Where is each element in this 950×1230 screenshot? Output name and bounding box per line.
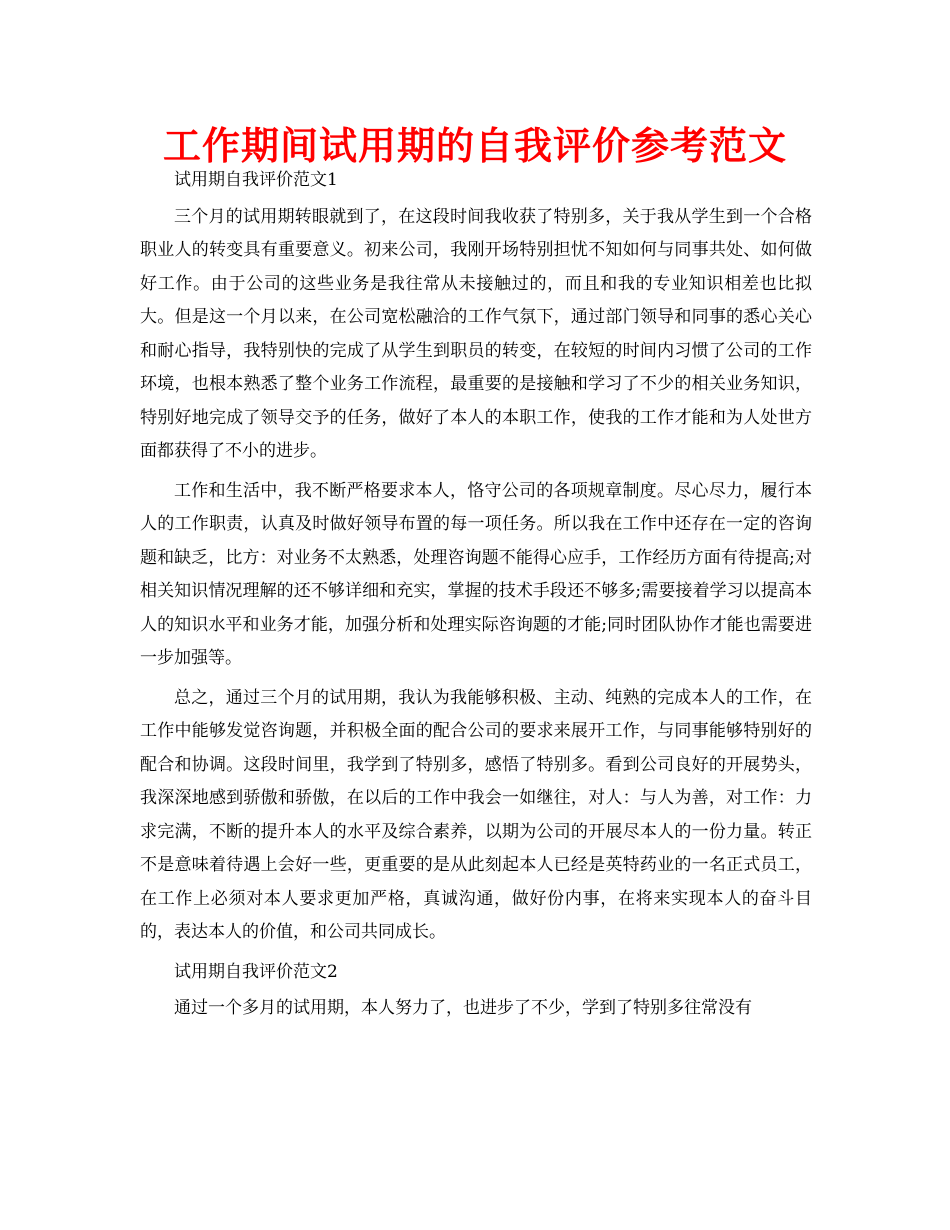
paragraph: 工作和生活中，我不断严格要求本人，恪守公司的各项规章制度。尽心尽力，履行本人的工作职责，认真及时做好领导布置的每一项任务。所以我在工作中还存在一定的咨询题和缺乏，比方：对业务不太熟悉，处理咨询题不能得心应手，工作经历方面有待提高;对相关知识情况理解的还不够详细和充实，掌握的技术手段还不够多;需要接着学习以提高本人的知识水平和业务才能，加强分析和处理实际咨询题的才能;同时团队协作才能也需要进一步加强等。 xyxy=(140,480,812,668)
document-title: 工作期间试用期的自我评价参考范文 xyxy=(162,124,787,168)
paragraph: 通过一个多月的试用期，本人努力了，也进步了不少，学到了特别多往常没有 xyxy=(174,998,752,1018)
paragraph: 三个月的试用期转眼就到了，在这段时间我收获了特别多，关于我从学生到一个合格职业人的转变具有重要意义。初来公司，我刚开场特别担忧不知如何与同事共处、如何做好工作。由于公司的这些业务是我往常从未接触过的，而且和我的专业知识相差也比拟大。但是这一个月以来，在公司宽松融洽的工作气氛下，通过部门领导和同事的悉心关心和耐心指导，我特别快的完成了从学生到职员的转变，在较短的时间内习惯了公司的工作环境，也根本熟悉了整个业务工作流程，最重要的是接触和学习了不少的相关业务知识，特别好地完成了领导交予的任务，做好了本人的本职工作，使我的工作才能和为人处世方面都获得了不小的进步。 xyxy=(140,206,812,461)
paragraph: 总之，通过三个月的试用期，我认为我能够积极、主动、纯熟的完成本人的工作，在工作中能够发觉咨询题，并积极全面的配合公司的要求来展开工作，与同事能够特别好的配合和协调。这段时间里，我学到了特别多，感悟了特别多。看到公司良好的开展势头，我深深地感到骄傲和骄傲，在以后的工作中我会一如继往，对人：与人为善，对工作：力求完满，不断的提升本人的水平及综合素养，以期为公司的开展尽本人的一份力量。转正不是意味着待遇上会好一些，更重要的是从此刻起本人已经是英特药业的一名正式员工，在工作上必须对本人要求更加严格，真诚沟通，做好份内事，在将来实现本人的奋斗目的，表达本人的价值，和公司共同成长。 xyxy=(140,687,812,942)
section-heading-2: 试用期自我评价范文2 xyxy=(174,961,338,982)
section-heading-1: 试用期自我评价范文1 xyxy=(174,170,338,190)
document-body xyxy=(140,164,812,1026)
